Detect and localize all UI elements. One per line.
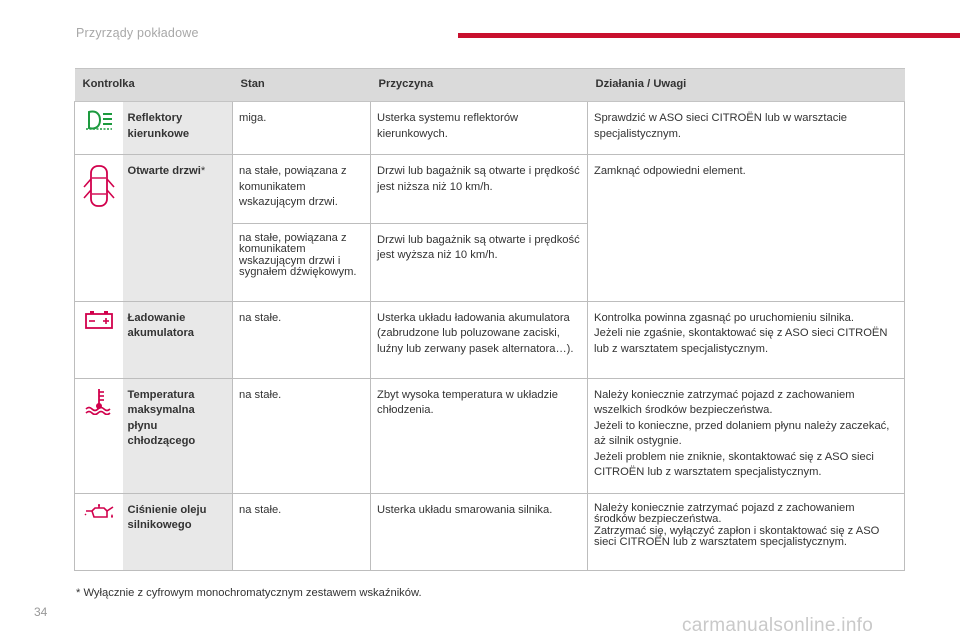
warning-state: na stałe. <box>233 493 371 570</box>
icon-cell <box>75 102 123 155</box>
page-number: 34 <box>34 605 48 619</box>
door-open-icon <box>82 163 116 209</box>
warning-name: Temperatura maksymalna płynu chłodzącego <box>123 378 233 493</box>
column-header-dzialania: Działania / Uwagi <box>588 69 905 102</box>
warning-name: Reflektory kierunkowe <box>123 102 233 155</box>
footnote: * Wyłącznie z cyfrowym monochromatycznym zestawem wskaźników. <box>76 587 422 599</box>
warning-state: miga. <box>233 102 371 155</box>
warning-state: na stałe. <box>233 378 371 493</box>
warning-cause: Zbyt wysoka temperatura w układzie chłodzenia. <box>371 378 588 493</box>
warning-action: Sprawdzić w ASO sieci CITROËN lub w warsztacie specjalistycznym. <box>588 102 905 155</box>
coolant-temperature-icon <box>84 387 114 415</box>
warning-state: na stałe. <box>233 301 371 378</box>
watermark: carmanualsonline.info <box>682 615 874 636</box>
warning-state: na stałe, powiązana z komunikatem wskazującym drzwi i sygnałem dźwiękowym. <box>233 223 371 301</box>
icon-cell <box>75 378 123 493</box>
action-line: Zatrzymać się, wyłączyć zapłon i skontaktować się z ASO sieci CITROËN lub z warsztatem specjalistycznym. <box>594 524 880 548</box>
warning-name-text: Otwarte drzwi <box>127 165 201 177</box>
table-header-row <box>75 69 905 102</box>
table-row <box>75 378 905 493</box>
header-accent-bar <box>458 33 960 38</box>
warning-action <box>588 493 905 570</box>
warning-cause: Usterka układu ładowania akumulatora (zabrudzone lub poluzowane zaciski, luźny lub zerwany pasek alternatora…). <box>371 301 588 378</box>
icon-cell <box>75 301 123 378</box>
oil-pressure-icon <box>83 502 115 522</box>
warning-action: Zamknąć odpowiedni element. <box>588 155 905 302</box>
warning-name: Ładowanie akumulatora <box>123 301 233 378</box>
warning-name: Ciśnienie oleju silnikowego <box>123 493 233 570</box>
warning-name <box>123 155 233 302</box>
action-line: Jeżeli nie zgaśnie, skontaktować się z ASO sieci CITROËN lub z warsztatem specjalistycznym. <box>594 327 888 355</box>
table-row <box>75 493 905 570</box>
column-header-przyczyna: Przyczyna <box>371 69 588 102</box>
column-header-stan: Stan <box>233 69 371 102</box>
icon-cell <box>75 493 123 570</box>
icon-cell <box>75 155 123 302</box>
headlamp-adjust-icon <box>84 110 114 130</box>
action-line: Należy koniecznie zatrzymać pojazd z zachowaniem wszelkich środków bezpieczeństwa. <box>594 388 855 416</box>
warning-action <box>588 301 905 378</box>
warning-cause: Drzwi lub bagażnik są otwarte i prędkość jest niższa niż 10 km/h. <box>371 155 588 224</box>
warning-cause: Drzwi lub bagażnik są otwarte i prędkość jest wyższa niż 10 km/h. <box>371 223 588 301</box>
warning-state: na stałe, powiązana z komunikatem wskazującym drzwi. <box>233 155 371 224</box>
page-header-title: Przyrządy pokładowe <box>76 26 199 40</box>
action-line: Kontrolka powinna zgasnąć po uruchomieniu silnika. <box>594 311 854 324</box>
action-line: Należy koniecznie zatrzymać pojazd z zachowaniem środków bezpieczeństwa. <box>594 501 855 525</box>
table-row <box>75 301 905 378</box>
table-row <box>75 155 905 224</box>
warning-action <box>588 378 905 493</box>
warning-cause: Usterka systemu reflektorów kierunkowych. <box>371 102 588 155</box>
column-header-kontrolka: Kontrolka <box>75 69 233 102</box>
warning-cause: Usterka układu smarowania silnika. <box>371 493 588 570</box>
table-row <box>75 102 905 155</box>
warning-lights-table <box>74 68 905 571</box>
action-line: Jeżeli problem nie zniknie, skontaktować się z ASO sieci CITROËN lub z warsztatem specjalistycznym. <box>594 450 874 478</box>
footnote-marker: * <box>200 165 206 177</box>
action-line: Jeżeli to konieczne, przed dolaniem płynu należy zaczekać, aż silnik ostygnie. <box>594 419 890 447</box>
battery-icon <box>84 310 114 330</box>
